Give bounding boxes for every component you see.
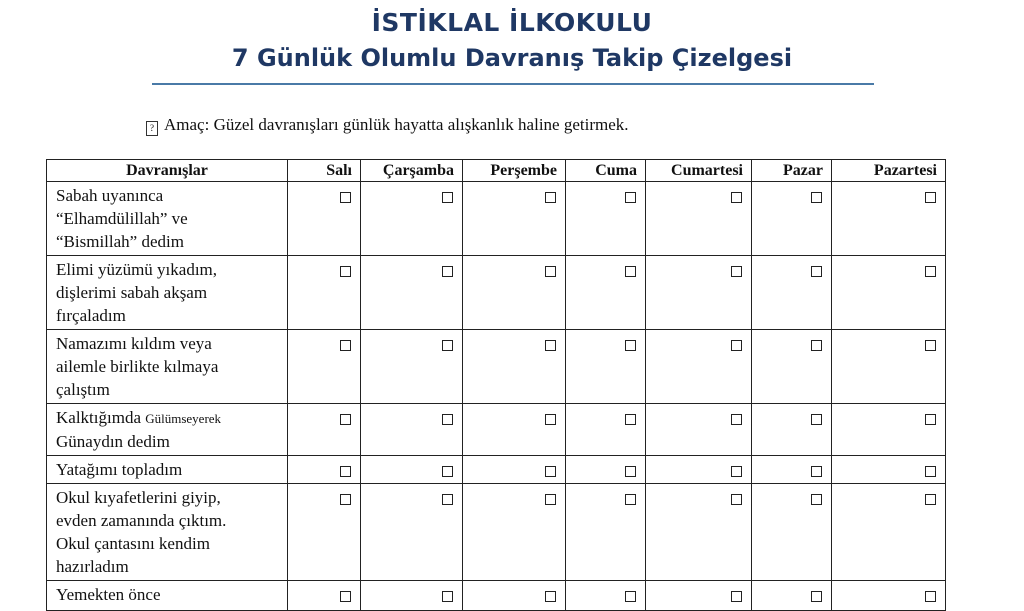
day-header: Perşembe [463, 160, 566, 182]
behavior-text-line: Elimi yüzümü yıkadım, [56, 260, 218, 279]
behavior-label [47, 404, 288, 456]
checkbox[interactable] [340, 414, 351, 425]
day-cell [646, 484, 752, 581]
day-cell [646, 581, 752, 611]
checkbox[interactable] [925, 340, 936, 351]
day-cell [752, 256, 832, 330]
table-row [47, 256, 946, 330]
checkbox[interactable] [625, 414, 636, 425]
behavior-label [47, 484, 288, 581]
day-cell [832, 182, 946, 256]
checkbox[interactable] [731, 494, 742, 505]
day-cell [463, 581, 566, 611]
behavior-text-line: Okul kıyafetlerini giyip, [56, 488, 221, 507]
checkbox[interactable] [731, 340, 742, 351]
day-cell [288, 581, 361, 611]
day-cell [288, 256, 361, 330]
checkbox[interactable] [925, 266, 936, 277]
checkbox[interactable] [625, 466, 636, 477]
day-cell [832, 330, 946, 404]
day-header: Salı [288, 160, 361, 182]
day-cell [463, 404, 566, 456]
day-cell [566, 484, 646, 581]
day-cell [646, 456, 752, 484]
behavior-text-line: “Bismillah” dedim [56, 232, 184, 251]
checkbox[interactable] [545, 591, 556, 602]
checkbox[interactable] [731, 414, 742, 425]
day-cell [646, 182, 752, 256]
day-header: Pazar [752, 160, 832, 182]
table-row [47, 456, 946, 484]
checkbox[interactable] [811, 414, 822, 425]
day-cell [288, 484, 361, 581]
day-cell [752, 456, 832, 484]
behavior-text-line: evden zamanında çıktım. [56, 511, 227, 530]
checkbox[interactable] [545, 494, 556, 505]
behavior-label [47, 330, 288, 404]
checkbox[interactable] [925, 414, 936, 425]
day-cell [288, 330, 361, 404]
checkbox[interactable] [545, 466, 556, 477]
day-cell [752, 404, 832, 456]
checkbox[interactable] [340, 266, 351, 277]
checkbox[interactable] [340, 192, 351, 203]
checkbox[interactable] [545, 414, 556, 425]
day-header: Pazartesi [832, 160, 946, 182]
checkbox[interactable] [545, 266, 556, 277]
checkbox[interactable] [442, 591, 453, 602]
day-cell [752, 581, 832, 611]
behavior-column-header: Davranışlar [47, 160, 288, 182]
page-title: 7 Günlük Olumlu Davranış Takip Çizelgesi [231, 44, 793, 72]
checkbox[interactable] [731, 591, 742, 602]
checkbox[interactable] [811, 192, 822, 203]
day-cell [463, 256, 566, 330]
checkbox[interactable] [545, 340, 556, 351]
checkbox[interactable] [340, 340, 351, 351]
checkbox[interactable] [442, 266, 453, 277]
behavior-text-line: Yemekten önce [56, 585, 161, 604]
day-cell [361, 182, 463, 256]
checkbox[interactable] [811, 494, 822, 505]
day-cell [463, 484, 566, 581]
behavior-text-line: dişlerimi sabah akşam [56, 283, 208, 302]
table-row [47, 404, 946, 456]
day-header: Cumartesi [646, 160, 752, 182]
day-cell [832, 581, 946, 611]
day-cell [361, 404, 463, 456]
day-cell [361, 330, 463, 404]
checkbox[interactable] [340, 591, 351, 602]
table-row [47, 330, 946, 404]
table-header-row [47, 160, 946, 182]
checkbox[interactable] [625, 340, 636, 351]
day-cell [832, 484, 946, 581]
checkbox[interactable] [340, 494, 351, 505]
checkbox[interactable] [811, 466, 822, 477]
day-cell [752, 330, 832, 404]
behavior-text-line: Yatağımı topladım [56, 460, 183, 479]
checkbox[interactable] [925, 591, 936, 602]
day-cell [646, 256, 752, 330]
day-cell [832, 404, 946, 456]
checkbox-glyph-icon: ? [146, 121, 158, 136]
purpose-text: Amaç: Güzel davranışları günlük hayatta alışkanlık haline getirmek. [164, 115, 629, 134]
day-cell [361, 256, 463, 330]
behavior-label [47, 456, 288, 484]
day-cell [463, 182, 566, 256]
checkbox[interactable] [925, 192, 936, 203]
day-cell [832, 456, 946, 484]
behavior-text-line: ailemle birlikte kılmaya [56, 357, 219, 376]
checkbox[interactable] [925, 466, 936, 477]
day-cell [566, 404, 646, 456]
checkbox[interactable] [442, 414, 453, 425]
day-cell [566, 330, 646, 404]
day-header: Çarşamba [361, 160, 463, 182]
table-row [47, 581, 946, 611]
behavior-label [47, 182, 288, 256]
checkbox[interactable] [925, 494, 936, 505]
checkbox[interactable] [442, 340, 453, 351]
day-cell [646, 330, 752, 404]
checkbox[interactable] [442, 192, 453, 203]
day-cell [566, 456, 646, 484]
table-row [47, 182, 946, 256]
day-cell [566, 581, 646, 611]
day-cell [361, 456, 463, 484]
day-cell [361, 581, 463, 611]
day-cell [566, 182, 646, 256]
behavior-text-line: Kalktığımda [56, 408, 146, 427]
behavior-text-line: hazırladım [56, 557, 129, 576]
behavior-text-line: fırçaladım [56, 306, 126, 325]
behavior-text-line: Sabah uyanınca [56, 186, 164, 205]
table-row [47, 484, 946, 581]
behavior-text-line: Okul çantasını kendim [56, 534, 210, 553]
behavior-text-small: Gülümseyerek [145, 411, 222, 426]
checkbox[interactable] [731, 266, 742, 277]
day-cell [646, 404, 752, 456]
school-name: İSTİKLAL İLKOKULU [371, 8, 653, 37]
day-cell [752, 484, 832, 581]
behavior-text-line: Namazımı kıldım veya [56, 334, 212, 353]
title-divider [152, 83, 874, 85]
behavior-tracking-table [46, 159, 946, 611]
checkbox[interactable] [811, 340, 822, 351]
day-cell [832, 256, 946, 330]
checkbox[interactable] [625, 192, 636, 203]
checkbox[interactable] [811, 266, 822, 277]
day-cell [288, 182, 361, 256]
checkbox[interactable] [340, 466, 351, 477]
checkbox[interactable] [625, 266, 636, 277]
day-cell [463, 456, 566, 484]
behavior-label [47, 256, 288, 330]
purpose-statement [146, 115, 629, 136]
checkbox[interactable] [625, 494, 636, 505]
checkbox[interactable] [731, 466, 742, 477]
day-cell [752, 182, 832, 256]
day-cell [288, 456, 361, 484]
checkbox[interactable] [442, 494, 453, 505]
day-cell [463, 330, 566, 404]
checkbox[interactable] [731, 192, 742, 203]
behavior-text-line: çalıştım [56, 380, 110, 399]
behavior-text-line: “Elhamdülillah” ve [56, 209, 188, 228]
day-cell [361, 484, 463, 581]
checkbox[interactable] [811, 591, 822, 602]
checkbox[interactable] [625, 591, 636, 602]
checkbox[interactable] [442, 466, 453, 477]
checkbox[interactable] [545, 192, 556, 203]
day-cell [288, 404, 361, 456]
day-cell [566, 256, 646, 330]
behavior-text-line: Günaydın dedim [56, 432, 170, 451]
day-header: Cuma [566, 160, 646, 182]
behavior-label [47, 581, 288, 611]
